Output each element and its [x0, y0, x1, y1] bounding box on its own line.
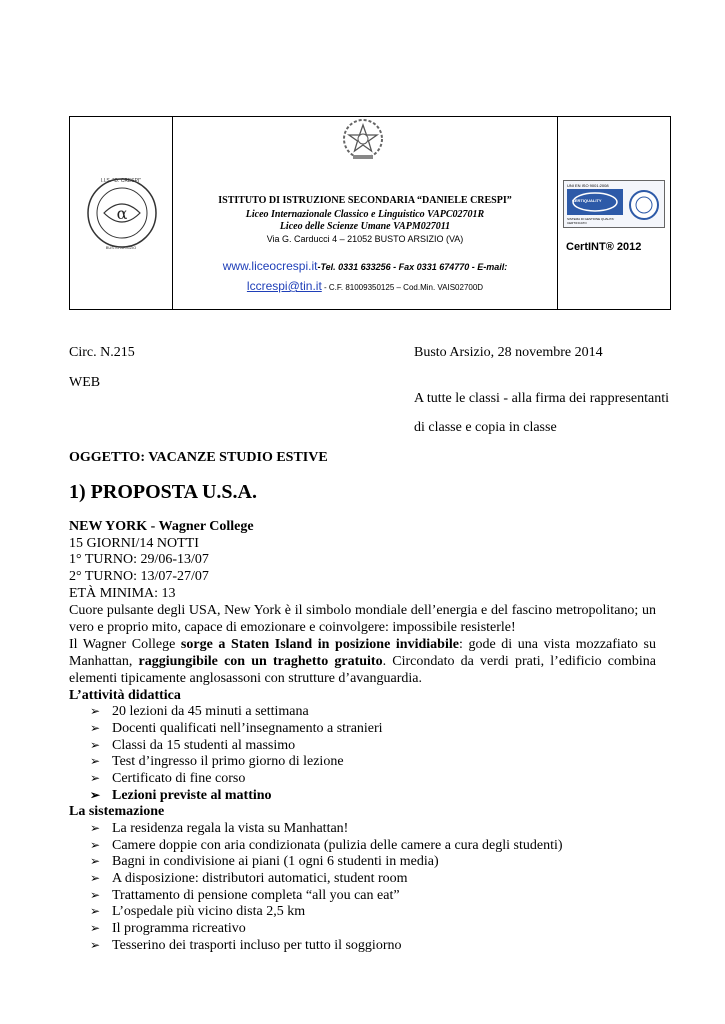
list-item — [90, 737, 295, 754]
para2-part-d: raggiungibile con un traghetto gratuito — [138, 654, 383, 669]
list-item-text: Test d’ingresso il primo giorno di lezione — [112, 754, 344, 769]
list-item-text: Bagni in condivisione ai piani (1 ogni 6 studenti in media) — [112, 854, 439, 869]
list-item-text: Certificato di fine corso — [112, 771, 246, 786]
arrow-bullet-icon: ➢ — [90, 854, 101, 868]
arrow-bullet-icon: ➢ — [90, 721, 101, 735]
svg-text:α: α — [116, 204, 128, 223]
list-item — [90, 753, 344, 770]
arrow-bullet-icon: ➢ — [90, 904, 101, 918]
tax-codes: - C.F. 81009350125 – Cod.Min. VAIS02700D — [321, 283, 484, 292]
list-item-text: A disposizione: distributori automatici, student room — [112, 871, 408, 886]
list-item — [90, 903, 305, 920]
badge-brand: CERTIQUALITY — [572, 198, 602, 203]
logo-text: I.I.S. "D. CRESPI" — [100, 178, 142, 184]
list-item — [90, 720, 383, 737]
list-item — [90, 870, 408, 887]
logo-subtext: BUSTO ARSIZIO — [105, 245, 137, 250]
arrow-bullet-icon: ➢ — [90, 738, 101, 752]
arrow-bullet-icon: ➢ — [90, 821, 101, 835]
para2-part-a: Il Wagner College — [69, 637, 181, 652]
institute-cell — [173, 117, 558, 309]
list-item-text: La residenza regala la vista su Manhattan! — [112, 821, 349, 836]
list-item — [90, 887, 400, 904]
program-duration: 15 GIORNI/14 NOTTI — [69, 536, 199, 551]
republic-emblem-icon — [341, 117, 385, 163]
program-description-1: Cuore pulsante degli USA, New York è il simbolo mondiale dell’energia e del fascino metropolitano; un vero e proprio mito, capace di emozionare e coinvolgere: impossibile resisterle! — [69, 603, 656, 635]
arrow-bullet-icon: ➢ — [90, 771, 101, 785]
letterhead — [69, 116, 671, 310]
certint-label: CertINT® 2012 — [566, 241, 642, 253]
arrow-bullet-icon: ➢ — [90, 938, 101, 952]
list-item — [90, 820, 348, 837]
institute-address: Via G. Carducci 4 – 21052 BUSTO ARSIZIO (VA) — [266, 234, 464, 244]
arrow-bullet-icon: ➢ — [90, 888, 101, 902]
list-item-text: L’ospedale più vicino dista 2,5 km — [112, 904, 306, 919]
list-item — [90, 703, 309, 720]
badge-standard: UNI EN ISO 9001:2008 — [567, 183, 609, 188]
badge-system: SISTEMA DI GESTIONE QUALITA' CERTIFICATO — [567, 217, 615, 225]
circular-number: Circ. N.215 — [69, 345, 135, 360]
list-item-text: Camere doppie con aria condizionata (pulizia delle camere a cura degli studenti) — [112, 838, 563, 853]
para2-part-b: sorge a Staten Island in posizione invidiabile — [180, 637, 459, 652]
certification-badge — [563, 180, 665, 228]
accredia-icon — [628, 189, 660, 221]
list-item-text: 20 lezioni da 45 minuti a settimana — [112, 704, 309, 719]
para2-part-e: . Circondato da verdi prati, l’edificio combina elementi tipicamente anglosassoni con strutture d’avanguardia. — [69, 654, 656, 686]
institute-line-1: Liceo Internazionale Classico e Linguistico VAPC02701R — [245, 209, 485, 220]
program-title: NEW YORK - Wagner College — [69, 519, 254, 534]
list-item-text: Classi da 15 studenti al massimo — [112, 738, 296, 753]
arrow-bullet-icon: ➢ — [90, 704, 101, 718]
list-item-text: Docenti qualificati nell’insegnamento a stranieri — [112, 721, 383, 736]
arrow-bullet-icon: ➢ — [90, 871, 101, 885]
list-item — [90, 853, 439, 870]
school-logo-icon — [82, 173, 162, 253]
institute-name: ISTITUTO DI ISTRUZIONE SECONDARIA “DANIELE CRESPI” — [218, 195, 512, 206]
arrow-bullet-icon: ➢ — [90, 788, 101, 802]
institute-line-2: Liceo delle Scienze Umane VAPM027011 — [279, 221, 451, 232]
list-item — [90, 837, 563, 854]
recipients-line-2: di classe e copia in classe — [414, 420, 557, 435]
program-min-age: ETÀ MINIMA: 13 — [69, 586, 176, 601]
accommodation-title: La sistemazione — [69, 804, 165, 819]
recipients-line-1: A tutte le classi - alla firma dei rappresentanti — [414, 391, 670, 406]
program-turn-2: 2° TURNO: 13/07-27/07 — [69, 569, 209, 584]
list-item — [90, 920, 246, 937]
circular-channel: WEB — [69, 375, 101, 390]
program-turn-1: 1° TURNO: 29/06-13/07 — [69, 552, 209, 567]
place-date: Busto Arsizio, 28 novembre 2014 — [414, 345, 603, 360]
contact-line — [173, 259, 557, 273]
list-item-text: Tesserino dei trasporti incluso per tutto il soggiorno — [112, 938, 402, 953]
arrow-bullet-icon: ➢ — [90, 921, 101, 935]
list-item — [90, 937, 401, 954]
list-item — [90, 787, 272, 804]
logo-cell — [70, 117, 173, 309]
section-heading: 1) PROPOSTA U.S.A. — [69, 481, 257, 503]
website-link[interactable]: www.liceocrespi.it — [222, 259, 318, 273]
subject-line: OGGETTO: VACANZE STUDIO ESTIVE — [69, 450, 328, 465]
list-item-text: Il programma ricreativo — [112, 921, 246, 936]
para2-part-c: : gode di una vista mozzafiato su Manhattan, — [69, 637, 656, 669]
arrow-bullet-icon: ➢ — [90, 838, 101, 852]
email-line — [173, 279, 557, 293]
program-description-2 — [69, 636, 656, 687]
email-link[interactable]: lccrespi@tin.it — [246, 279, 322, 293]
list-item-text: Trattamento di pensione completa “all you can eat” — [112, 888, 400, 903]
list-item — [90, 770, 245, 787]
phone-fax: -Tel. 0331 633256 - Fax 0331 674770 - E-mail: — [317, 262, 508, 272]
list-item-text: Lezioni previste al mattino — [112, 788, 272, 803]
arrow-bullet-icon: ➢ — [90, 754, 101, 768]
didactic-title: L’attività didattica — [69, 688, 181, 703]
certification-cell — [558, 117, 670, 309]
